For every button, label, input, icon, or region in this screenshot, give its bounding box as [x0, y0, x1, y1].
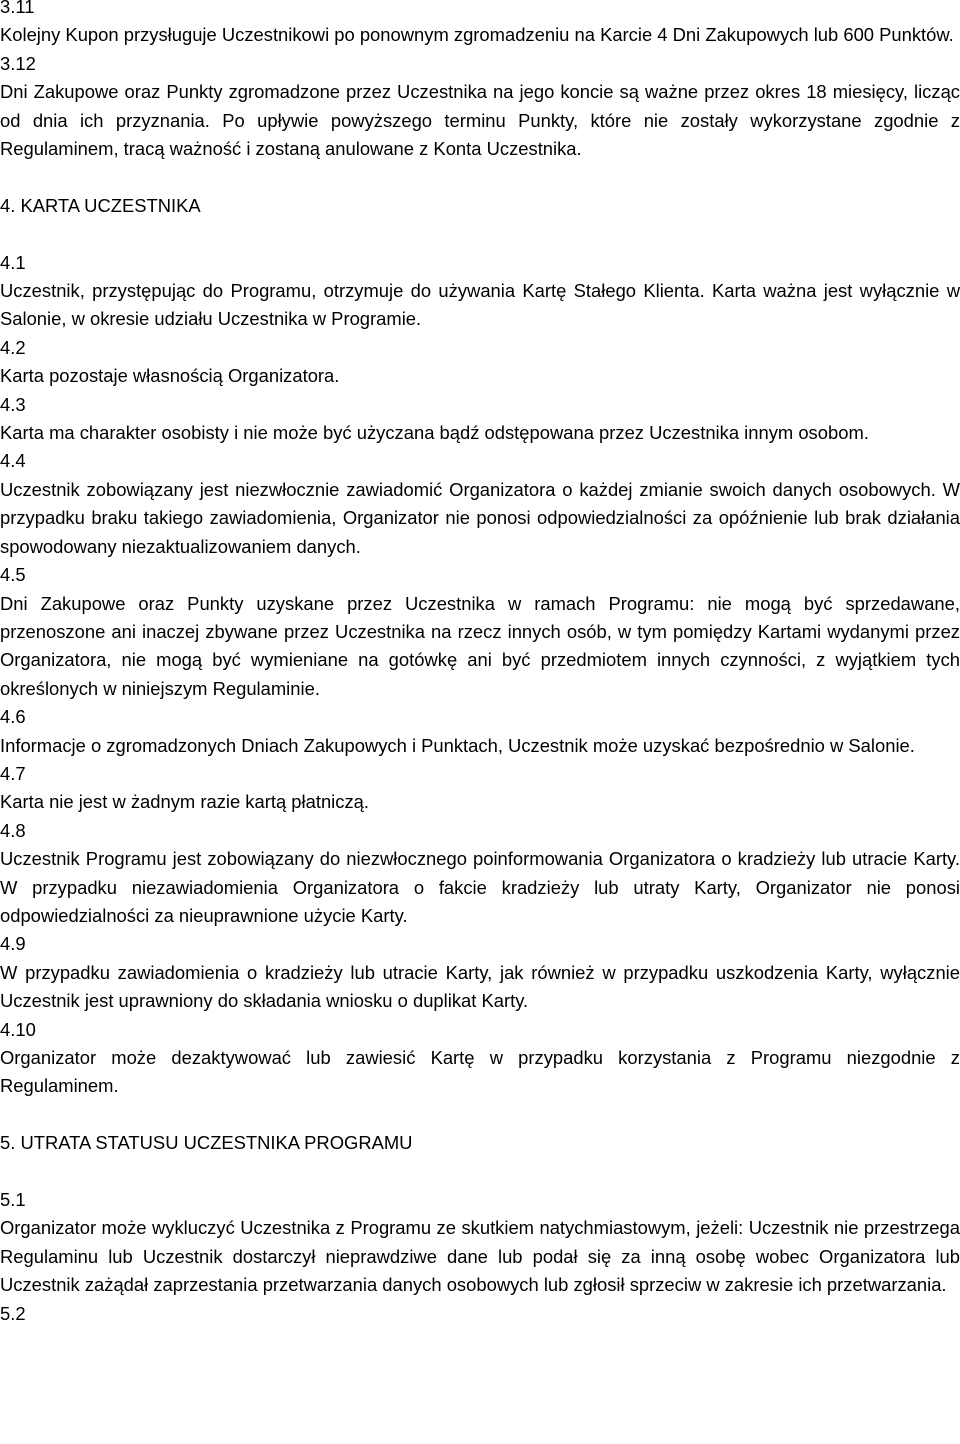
- paragraph-4-3: Karta ma charakter osobisty i nie może być użyczana bądź odstępowana przez Uczestnika innym osobom.: [0, 422, 869, 444]
- section-number-4-5: 4.5: [0, 564, 26, 586]
- section-number-4-7: 4.7: [0, 762, 26, 784]
- section-number-3-11: 3.11: [0, 0, 35, 17]
- section-number-4-1: 4.1: [0, 251, 26, 273]
- paragraph-4-6: Informacje o zgromadzonych Dniach Zakupowych i Punktach, Uczestnik może uzyskać bezpośrednio w Salonie.: [0, 734, 915, 756]
- section-number-4-4: 4.4: [0, 450, 26, 472]
- spacer: [0, 220, 960, 248]
- section-heading-4: 4. KARTA UCZESTNIKA: [0, 194, 201, 216]
- paragraph-4-8: Uczestnik Programu jest zobowiązany do niezwłocznego poinformowania Organizatora o kradzieży lub utracie Karty. W przypadku niezawiadomienia Organizatora o fakcie kradzieży lub utraty Karty, Organizator nie ponosi odpowiedzialności za nieuprawnione użycie Karty.: [0, 848, 960, 926]
- section-number-3-12: 3.12: [0, 52, 36, 74]
- section-number-4-3: 4.3: [0, 393, 26, 415]
- section-number-4-2: 4.2: [0, 336, 26, 358]
- paragraph-4-7: Karta nie jest w żadnym razie kartą płatniczą.: [0, 791, 369, 813]
- paragraph-3-12: Dni Zakupowe oraz Punkty zgromadzone przez Uczestnika na jego koncie są ważne przez okres 18 miesięcy, licząc od dnia ich przyznania. Po upływie powyższego terminu Punkty, które nie zostały wykorzystane zgodnie z Regulaminem, tracą ważność i zostaną anulowane z Konta Uczestnika.: [0, 81, 960, 160]
- paragraph-3-11: Kolejny Kupon przysługuje Uczestnikowi po ponownym zgromadzeniu na Karcie 4 Dni Zakupowych lub 600 Punktów.: [0, 24, 954, 46]
- section-number-4-6: 4.6: [0, 706, 26, 728]
- paragraph-4-1: Uczestnik, przystępując do Programu, otrzymuje do używania Kartę Stałego Klienta. Karta ważna jest wyłącznie w Salonie, w okresie udziału Uczestnika w Programie.: [0, 280, 960, 330]
- spacer: [0, 1158, 960, 1186]
- paragraph-4-5: Dni Zakupowe oraz Punkty uzyskane przez Uczestnika w ramach Programu: nie mogą być sprzedawane, przenoszone ani inaczej zbywane przez Uczestnika na rzecz innych osób, w tym pomiędzy Kartami wydanymi przez Organizatora, nie mogą być wymieniane na gotówkę ani być przedmiotem innych czynności, z wyjątkiem tych określonych w niniejszym Regulaminie.: [0, 592, 960, 699]
- paragraph-4-10: Organizator może dezaktywować lub zawiesić Kartę w przypadku korzystania z Programu niezgodnie z Regulaminem.: [0, 1047, 960, 1097]
- paragraph-4-9: W przypadku zawiadomienia o kradzieży lub utracie Karty, jak również w przypadku uszkodzenia Karty, wyłącznie Uczestnik jest uprawniony do składania wniosku o duplikat Karty.: [0, 961, 960, 1012]
- section-heading-5: 5. UTRATA STATUSU UCZESTNIKA PROGRAMU: [0, 1132, 413, 1154]
- spacer: [0, 163, 960, 191]
- paragraph-5-1: Organizator może wykluczyć Uczestnika z Programu ze skutkiem natychmiastowym, jeżeli: Uczestnik nie przestrzega Regulaminu lub Uczestnik dostarczył nieprawdziwe dane lub podał się za inną osobę wobec Organizatora lub Uczestnik zażądał zaprzestania przetwarzania danych osobowych lub zgłosił sprzeciw w zakresie ich przetwarzania.: [0, 1217, 960, 1296]
- section-number-5-2: 5.2: [0, 1302, 26, 1324]
- section-number-4-10: 4.10: [0, 1018, 36, 1040]
- section-number-4-9: 4.9: [0, 933, 26, 955]
- section-number-4-8: 4.8: [0, 819, 26, 841]
- paragraph-4-2: Karta pozostaje własnością Organizatora.: [0, 365, 340, 387]
- spacer: [0, 1101, 960, 1129]
- section-number-5-1: 5.1: [0, 1189, 26, 1210]
- paragraph-4-4: Uczestnik zobowiązany jest niezwłocznie zawiadomić Organizatora o każdej zmianie swoich danych osobowych. W przypadku braku takiego zawiadomienia, Organizator nie ponosi odpowiedzialności za opóźnienie lub brak działania spowodowany niezaktualizowaniem danych.: [0, 478, 960, 557]
